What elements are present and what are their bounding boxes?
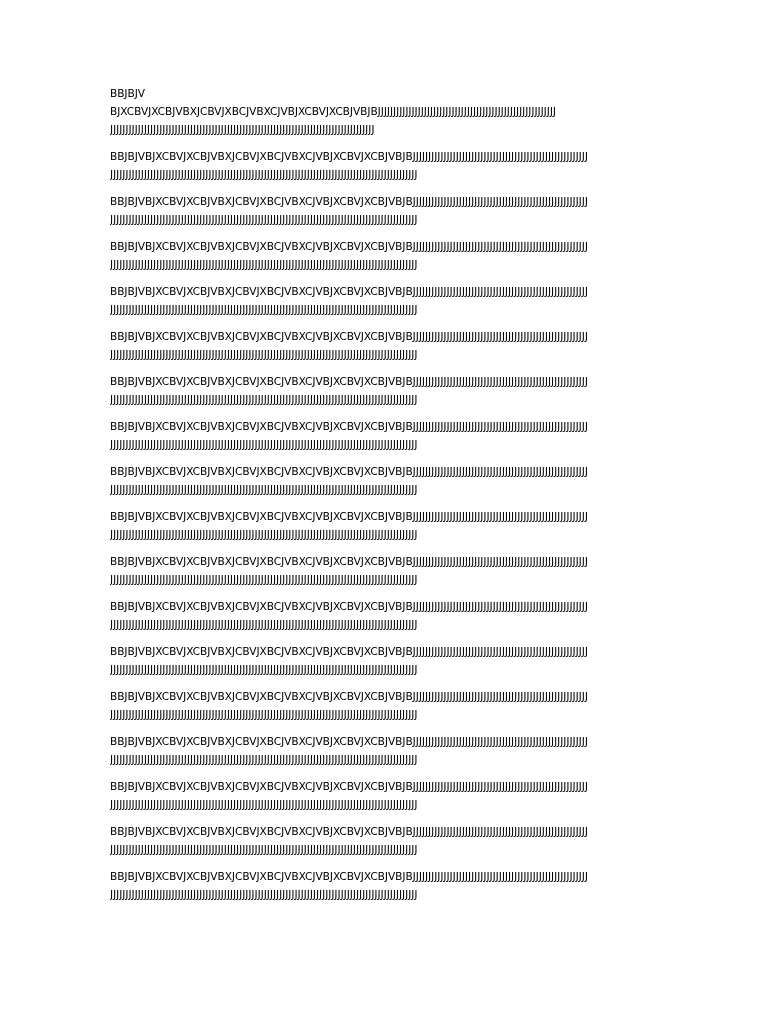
paragraph-line: JJJJJJJJJJJJJJJJJJJJJJJJJJJJJJJJJJJJJJJJJJJJJJJJJJJJJJJJJJJJJJJJJJJJJJJJJJJJJJJJJJJJJJJJJJJJJJJJJJJJ [110,439,418,451]
repeated-paragraphs [110,148,658,904]
paragraph-18 [110,868,658,904]
paragraph-line: BBJBJVBJXCBVJXCBJVBXJCBVJXBCJVBXCJVBJXCBVJXCBJVBJBJJJJJJJJJJJJJJJJJJJJJJJJJJJJJJJJJJJJJJJJJJJJJJJJJJJJJJJJJ [110,286,588,298]
paragraph-10 [110,508,658,544]
paragraph-line: JJJJJJJJJJJJJJJJJJJJJJJJJJJJJJJJJJJJJJJJJJJJJJJJJJJJJJJJJJJJJJJJJJJJJJJJJJJJJJJJJJJJJJJJJJJJJJJJJJJJ [110,574,418,586]
paragraph-line: BBJBJVBJXCBVJXCBJVBXJCBVJXBCJVBXCJVBJXCBVJXCBJVBJBJJJJJJJJJJJJJJJJJJJJJJJJJJJJJJJJJJJJJJJJJJJJJJJJJJJJJJJJJ [110,466,588,478]
paragraph-line: JJJJJJJJJJJJJJJJJJJJJJJJJJJJJJJJJJJJJJJJJJJJJJJJJJJJJJJJJJJJJJJJJJJJJJJJJJJJJJJJJJJJJJJJJJJJJJJJJJJJ [110,799,418,811]
paragraph-11 [110,553,658,589]
paragraph-line: BBJBJVBJXCBVJXCBJVBXJCBVJXBCJVBXCJVBJXCBVJXCBJVBJBJJJJJJJJJJJJJJJJJJJJJJJJJJJJJJJJJJJJJJJJJJJJJJJJJJJJJJJJJ [110,151,588,163]
paragraph-line: BBJBJVBJXCBVJXCBJVBXJCBVJXBCJVBXCJVBJXCBVJXCBJVBJBJJJJJJJJJJJJJJJJJJJJJJJJJJJJJJJJJJJJJJJJJJJJJJJJJJJJJJJJJ [110,826,588,838]
paragraph-line: BBJBJVBJXCBVJXCBJVBXJCBVJXBCJVBXCJVBJXCBVJXCBJVBJBJJJJJJJJJJJJJJJJJJJJJJJJJJJJJJJJJJJJJJJJJJJJJJJJJJJJJJJJJ [110,781,588,793]
paragraph-6 [110,328,658,364]
paragraph-line: JJJJJJJJJJJJJJJJJJJJJJJJJJJJJJJJJJJJJJJJJJJJJJJJJJJJJJJJJJJJJJJJJJJJJJJJJJJJJJJJJJJJJJJJJJJJJJJJJJJJ [110,529,418,541]
paragraph-line: BBJBJVBJXCBVJXCBJVBXJCBVJXBCJVBXCJVBJXCBVJXCBJVBJBJJJJJJJJJJJJJJJJJJJJJJJJJJJJJJJJJJJJJJJJJJJJJJJJJJJJJJJJJ [110,331,588,343]
paragraph-line: BJXCBVJXCBJVBXJCBVJXBCJVBXCJVBJXCBVJXCBJVBJBJJJJJJJJJJJJJJJJJJJJJJJJJJJJJJJJJJJJJJJJJJJJJJJJJJJJJJJJJJ [110,106,556,118]
paragraph-line: JJJJJJJJJJJJJJJJJJJJJJJJJJJJJJJJJJJJJJJJJJJJJJJJJJJJJJJJJJJJJJJJJJJJJJJJJJJJJJJJJJJJJJJJJJJJJJJJJJJJ [110,259,418,271]
paragraph-4 [110,238,658,274]
paragraph-line: JJJJJJJJJJJJJJJJJJJJJJJJJJJJJJJJJJJJJJJJJJJJJJJJJJJJJJJJJJJJJJJJJJJJJJJJJJJJJJJJJJJJJJJJJJJJJJJJJJJJ [110,169,418,181]
paragraph-line: BBJBJVBJXCBVJXCBJVBXJCBVJXBCJVBXCJVBJXCBVJXCBJVBJBJJJJJJJJJJJJJJJJJJJJJJJJJJJJJJJJJJJJJJJJJJJJJJJJJJJJJJJJJ [110,691,588,703]
paragraph-13 [110,643,658,679]
paragraph-line: BBJBJVBJXCBVJXCBJVBXJCBVJXBCJVBXCJVBJXCBVJXCBJVBJBJJJJJJJJJJJJJJJJJJJJJJJJJJJJJJJJJJJJJJJJJJJJJJJJJJJJJJJJJ [110,196,588,208]
paragraph-line: JJJJJJJJJJJJJJJJJJJJJJJJJJJJJJJJJJJJJJJJJJJJJJJJJJJJJJJJJJJJJJJJJJJJJJJJJJJJJJJJJJJJJJJJJJJJJJJJJJJJ [110,709,418,721]
paragraph-16 [110,778,658,814]
paragraph-1 [110,85,658,139]
paragraph-line: BBJBJVBJXCBVJXCBJVBXJCBVJXBCJVBXCJVBJXCBVJXCBJVBJBJJJJJJJJJJJJJJJJJJJJJJJJJJJJJJJJJJJJJJJJJJJJJJJJJJJJJJJJJ [110,241,588,253]
paragraph-7 [110,373,658,409]
paragraph-line: BBJBJVBJXCBVJXCBJVBXJCBVJXBCJVBXCJVBJXCBVJXCBJVBJBJJJJJJJJJJJJJJJJJJJJJJJJJJJJJJJJJJJJJJJJJJJJJJJJJJJJJJJJJ [110,376,588,388]
paragraph-line: BBJBJVBJXCBVJXCBJVBXJCBVJXBCJVBXCJVBJXCBVJXCBJVBJBJJJJJJJJJJJJJJJJJJJJJJJJJJJJJJJJJJJJJJJJJJJJJJJJJJJJJJJJJ [110,646,588,658]
paragraph-line: JJJJJJJJJJJJJJJJJJJJJJJJJJJJJJJJJJJJJJJJJJJJJJJJJJJJJJJJJJJJJJJJJJJJJJJJJJJJJJJJJJJJJJJJJJJJJJJJJJJJ [110,484,418,496]
paragraph-line: JJJJJJJJJJJJJJJJJJJJJJJJJJJJJJJJJJJJJJJJJJJJJJJJJJJJJJJJJJJJJJJJJJJJJJJJJJJJJJJJJJJJJJ [110,124,375,136]
paragraph-line: BBJBJVBJXCBVJXCBJVBXJCBVJXBCJVBXCJVBJXCBVJXCBJVBJBJJJJJJJJJJJJJJJJJJJJJJJJJJJJJJJJJJJJJJJJJJJJJJJJJJJJJJJJJ [110,421,588,433]
paragraph-3 [110,193,658,229]
paragraph-line: JJJJJJJJJJJJJJJJJJJJJJJJJJJJJJJJJJJJJJJJJJJJJJJJJJJJJJJJJJJJJJJJJJJJJJJJJJJJJJJJJJJJJJJJJJJJJJJJJJJJ [110,754,418,766]
paragraph-line: BBJBJVBJXCBVJXCBJVBXJCBVJXBCJVBXCJVBJXCBVJXCBJVBJBJJJJJJJJJJJJJJJJJJJJJJJJJJJJJJJJJJJJJJJJJJJJJJJJJJJJJJJJJ [110,601,588,613]
paragraph-12 [110,598,658,634]
paragraph-17 [110,823,658,859]
paragraph-line: JJJJJJJJJJJJJJJJJJJJJJJJJJJJJJJJJJJJJJJJJJJJJJJJJJJJJJJJJJJJJJJJJJJJJJJJJJJJJJJJJJJJJJJJJJJJJJJJJJJJ [110,214,418,226]
paragraph-2 [110,148,658,184]
paragraph-line: JJJJJJJJJJJJJJJJJJJJJJJJJJJJJJJJJJJJJJJJJJJJJJJJJJJJJJJJJJJJJJJJJJJJJJJJJJJJJJJJJJJJJJJJJJJJJJJJJJJJ [110,394,418,406]
paragraph-line: BBJBJVBJXCBVJXCBJVBXJCBVJXBCJVBXCJVBJXCBVJXCBJVBJBJJJJJJJJJJJJJJJJJJJJJJJJJJJJJJJJJJJJJJJJJJJJJJJJJJJJJJJJJ [110,511,588,523]
paragraph-line: JJJJJJJJJJJJJJJJJJJJJJJJJJJJJJJJJJJJJJJJJJJJJJJJJJJJJJJJJJJJJJJJJJJJJJJJJJJJJJJJJJJJJJJJJJJJJJJJJJJJ [110,349,418,361]
paragraph-9 [110,463,658,499]
paragraph-5 [110,283,658,319]
paragraph-line: JJJJJJJJJJJJJJJJJJJJJJJJJJJJJJJJJJJJJJJJJJJJJJJJJJJJJJJJJJJJJJJJJJJJJJJJJJJJJJJJJJJJJJJJJJJJJJJJJJJJ [110,304,418,316]
paragraph-14 [110,688,658,724]
document-body [110,85,658,904]
paragraph-line: JJJJJJJJJJJJJJJJJJJJJJJJJJJJJJJJJJJJJJJJJJJJJJJJJJJJJJJJJJJJJJJJJJJJJJJJJJJJJJJJJJJJJJJJJJJJJJJJJJJJ [110,664,418,676]
paragraph-line: JJJJJJJJJJJJJJJJJJJJJJJJJJJJJJJJJJJJJJJJJJJJJJJJJJJJJJJJJJJJJJJJJJJJJJJJJJJJJJJJJJJJJJJJJJJJJJJJJJJJ [110,844,418,856]
paragraph-line: BBJBJV [110,88,145,100]
paragraph-line: BBJBJVBJXCBVJXCBJVBXJCBVJXBCJVBXCJVBJXCBVJXCBJVBJBJJJJJJJJJJJJJJJJJJJJJJJJJJJJJJJJJJJJJJJJJJJJJJJJJJJJJJJJJ [110,736,588,748]
paragraph-line: JJJJJJJJJJJJJJJJJJJJJJJJJJJJJJJJJJJJJJJJJJJJJJJJJJJJJJJJJJJJJJJJJJJJJJJJJJJJJJJJJJJJJJJJJJJJJJJJJJJJ [110,619,418,631]
paragraph-8 [110,418,658,454]
paragraph-line: BBJBJVBJXCBVJXCBJVBXJCBVJXBCJVBXCJVBJXCBVJXCBJVBJBJJJJJJJJJJJJJJJJJJJJJJJJJJJJJJJJJJJJJJJJJJJJJJJJJJJJJJJJJ [110,871,588,883]
paragraph-15 [110,733,658,769]
paragraph-line: BBJBJVBJXCBVJXCBJVBXJCBVJXBCJVBXCJVBJXCBVJXCBJVBJBJJJJJJJJJJJJJJJJJJJJJJJJJJJJJJJJJJJJJJJJJJJJJJJJJJJJJJJJJ [110,556,588,568]
paragraph-line: JJJJJJJJJJJJJJJJJJJJJJJJJJJJJJJJJJJJJJJJJJJJJJJJJJJJJJJJJJJJJJJJJJJJJJJJJJJJJJJJJJJJJJJJJJJJJJJJJJJJ [110,889,418,901]
